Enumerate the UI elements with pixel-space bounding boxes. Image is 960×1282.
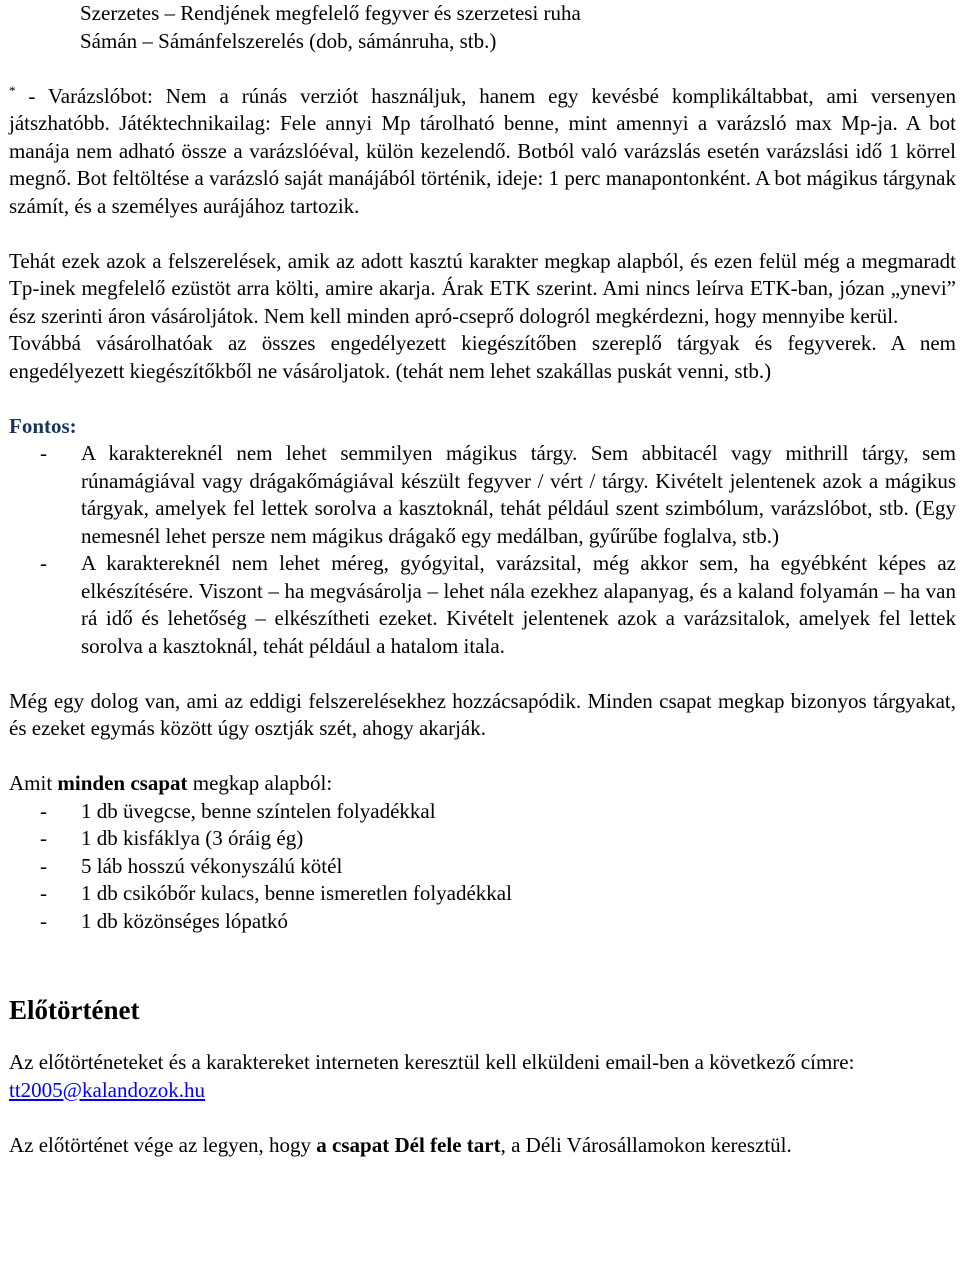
list-item [9,798,956,826]
class-gear-shaman: Sámán – Sámánfelszerelés (dob, sámánruha, stb.) [80,28,497,53]
spacer [9,660,956,688]
list-item-text: 1 db csikóbőr kulacs, benne ismeretlen folyadékkal [81,881,512,905]
list-item [9,880,956,908]
paragraph-supplements: Továbbá vásárolhatóak az összes engedélyezett kiegészítőben szereplő tárgyak és fegyverek. A nem engedélyezett kiegészítőkből ne vásároljatok. (tehát nem lehet szakállas puskát venni, stb.) [9,331,956,383]
dash-marker: - [40,551,47,575]
dash-marker: - [40,881,47,905]
footnote-text: - Varázslóbot: Nem a rúnás verziót használjuk, hanem egy kevésbé komplikáltabbat, ami versenyen játszhatóbb. Játéktechnikailag: Fele annyi Mp tárolható benne, mint amennyi a varázsló max Mp-ja. A bot manája nem adható össze a varázslóéval, külön kezelendő. Botból való varázslás esetén varázslási idő 1 körrel megnő. Bot feltöltése a varázsló saját manájából történik, ideje: 1 perc manapontonként. A bot mágikus tárgynak számít, és a személyes aurájához tartozik. [9,83,956,218]
paragraph-backstory: Az előtörténeteket és a karaktereket interneten keresztül kell elküldeni email-ben a következő címre: [9,1050,855,1074]
list-item-text: 5 láb hosszú vékonyszálú kötél [81,853,343,878]
team-kit-intro-pre: Amit [9,771,58,795]
email-link[interactable]: tt2005@kalandozok.hu [9,1077,206,1102]
team-kit-list [9,798,956,936]
important-list [9,440,956,660]
paragraph-equipment: Tehát ezek azok a felszerelések, amik az adott kasztú karakter megkap alapból, és ezen felül még a megmaradt Tp-inek megfelelő ezüstöt arra költi, amire akarja. Árak ETK szerint. Ami nincs leírva ETK-ban, józan „ynevi” ész szerinti áron vásároljátok. Nem kell minden apró-cseprő dologról megkérdezni, hogy mennyibe kerül. [9,248,956,328]
list-item [9,825,956,853]
footnote-marker: * [9,82,16,98]
team-kit-intro-bold: minden csapat [57,771,188,795]
list-item-text: A karaktereknél nem lehet méreg, gyógyital, varázsital, még akkor sem, ha egyébként képes az elkészítésére. Viszont – ha megvásárolja – lehet nála ezekhez alapanyag, és a kaland folyamán – ha van rá idő és lehetőség – elkészítheti ezeket. Kivételt jelentenek azok a varázsitalok, amelyek fel lettek sorolva a kasztoknál, tehát például a hatalom itala. [81,551,956,658]
paragraph-team: Még egy dolog van, ami az eddigi felszerelésekhez hozzácsapódik. Minden csapat megkap bizonyos tárgyakat, és ezeket egymás között úgy osztják szét, ahogy akarják. [9,688,956,740]
document-page [9,0,956,1159]
spacer [9,385,956,413]
list-item-text: 1 db közönséges lópatkó [81,908,289,933]
email-line [9,1077,956,1105]
dash-marker: - [40,853,47,878]
dash-marker: - [40,798,47,823]
paragraph-backstory-end [9,1132,956,1160]
spacer [9,1027,956,1049]
backstory-end-bold-team: a csapat [316,1132,390,1157]
backstory-end-pre: Az előtörténet vége az legyen, hogy [9,1132,317,1157]
backstory-end-post: , a Déli Városállamokon keresztül. [500,1132,792,1157]
spacer [9,220,956,248]
team-kit-intro-post: megkap alapból: [187,771,333,795]
list-item-text: 1 db kisfáklya (3 óráig ég) [81,826,304,850]
dash-marker: - [40,826,47,850]
list-item-text: 1 db üvegcse, benne színtelen folyadékkal [81,798,436,823]
list-item [9,853,956,881]
list-item [9,908,956,936]
dash-marker: - [40,441,47,465]
list-item [9,440,956,550]
footnote-staff [9,83,956,221]
list-item [9,550,956,660]
spacer [9,743,956,771]
class-gear-monk: Szerzetes – Rendjének megfelelő fegyver és szerzetesi ruha [80,1,581,25]
team-kit-intro [9,770,956,798]
backstory-end-bold-direction: Dél fele tart [394,1132,501,1157]
list-item-text: A karaktereknél nem lehet semmilyen mágikus tárgy. Sem abbitacél vagy mithrill tárgy, sem rúnamágiával vagy drágakőmágiával készült fegyver / vért / tárgy. Kivételt jelentenek azok a mágikus tárgyak, amelyek fel lettek sorolva a kasztoknál, tehát például szent szimbólum, varázslóbot, stb. (Egy nemesnél lehet persze nem mágikus drágakő egy medálban, gyűrűbe foglalva, stb.) [81,441,956,548]
dash-marker: - [40,908,47,933]
spacer [9,1104,956,1132]
spacer [9,935,956,993]
spacer [9,55,956,83]
important-heading: Fontos: [9,413,77,438]
section-heading-backstory: Előtörténet [9,995,140,1025]
